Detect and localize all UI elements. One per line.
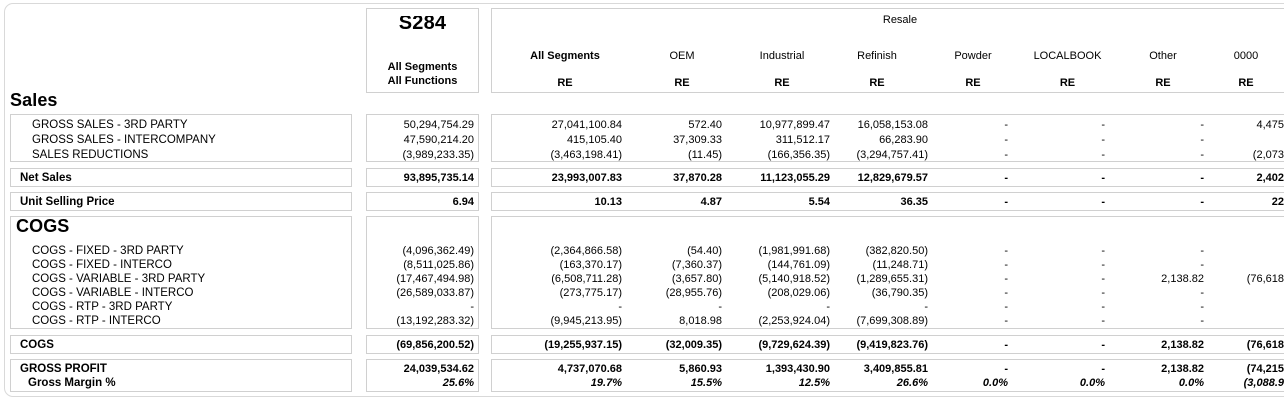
value-unit-selling-price-zero: 22 — [1271, 196, 1284, 208]
value-gross-margin-allseg: 19.7% — [590, 377, 622, 389]
value-cogs-rtp-3rd-localbook: - — [1101, 301, 1105, 313]
value-cogs-var-interco-other: - — [1200, 287, 1204, 299]
value-cogs-var-interco-industrial: (208,029.06) — [767, 287, 830, 299]
value-cogs-var-interco-refinish: (36,790.35) — [871, 287, 928, 299]
value-cogs-total-localbook: - — [1101, 339, 1105, 351]
value-cogs-rtp-3rd-allseg: - — [618, 301, 622, 313]
value-gross-sales-3rd-zero: 4,475 — [1256, 119, 1284, 131]
value-gross-sales-ic-refinish: 66,283.90 — [879, 134, 928, 146]
value-gross-margin-other: 0.0% — [1178, 377, 1204, 389]
row-label-gross-margin: Gross Margin % — [28, 377, 116, 389]
value-cogs-fixed-interco-oem: (7,360.37) — [671, 259, 722, 271]
row-label-cogs-fixed-interco: COGS - FIXED - INTERCO — [32, 259, 172, 271]
value-cogs-var-interco-allseg: (273,775.17) — [559, 287, 622, 299]
value-cogs-rtp-interco-industrial: (2,253,924.04) — [758, 315, 830, 327]
value-cogs-var-interco-oem: (28,955.76) — [665, 287, 722, 299]
value-cogs-var-3rd-allseg: (6,508,711.28) — [551, 273, 622, 285]
value-cogs-rtp-3rd-industrial: - — [826, 301, 830, 313]
measure-header-localbook: RE — [1059, 77, 1076, 89]
value-cogs-rtp-interco-powder: - — [1004, 315, 1008, 327]
value-cogs-var-interco-s284: (26,589,033.87) — [396, 287, 474, 299]
value-net-sales-zero: 2,402 — [1256, 172, 1284, 184]
value-gross-sales-ic-localbook: - — [1101, 134, 1105, 146]
column-header-oem: OEM — [669, 50, 695, 62]
value-sales-reductions-other: - — [1200, 149, 1204, 161]
value-cogs-var-3rd-oem: (3,657.80) — [671, 273, 722, 285]
value-cogs-total-powder: - — [1004, 339, 1008, 351]
row-label-sales-reductions: SALES REDUCTIONS — [32, 149, 149, 161]
value-gross-profit-powder: - — [1004, 363, 1008, 375]
value-cogs-rtp-interco-oem: 8,018.98 — [679, 315, 722, 327]
value-cogs-total-industrial: (9,729,624.39) — [758, 339, 830, 351]
measure-header-other: RE — [1155, 77, 1171, 89]
value-cogs-total-other: 2,138.82 — [1161, 339, 1204, 351]
value-cogs-var-3rd-refinish: (1,289,655.31) — [856, 273, 928, 285]
value-cogs-fixed-interco-localbook: - — [1101, 259, 1105, 271]
value-cogs-fixed-3rd-allseg: (2,364,866.58) — [550, 245, 622, 257]
value-cogs-rtp-3rd-other: - — [1200, 301, 1204, 313]
measure-header-zero: RE — [1238, 77, 1254, 89]
value-cogs-fixed-interco-powder: - — [1004, 259, 1008, 271]
value-unit-selling-price-localbook: - — [1101, 196, 1105, 208]
value-gross-sales-ic-industrial: 311,512.17 — [775, 134, 830, 146]
value-gross-profit-other: 2,138.82 — [1161, 363, 1204, 375]
measure-header-oem: RE — [674, 77, 690, 89]
value-cogs-var-3rd-localbook: - — [1101, 273, 1105, 285]
value-gross-margin-industrial: 12.5% — [798, 377, 830, 389]
value-gross-sales-ic-powder: - — [1004, 134, 1008, 146]
value-cogs-fixed-3rd-industrial: (1,981,991.68) — [758, 245, 830, 257]
value-cogs-total-allseg: (19,255,937.15) — [544, 339, 622, 351]
value-unit-selling-price-powder: - — [1004, 196, 1008, 208]
row-label-cogs-rtp-3rd: COGS - RTP - 3RD PARTY — [32, 301, 173, 313]
value-cogs-var-3rd-s284: (17,467,494.98) — [396, 273, 474, 285]
section-title-cogs: COGS — [16, 219, 70, 233]
value-cogs-fixed-interco-refinish: (11,248.71) — [872, 259, 928, 271]
value-sales-reductions-powder: - — [1004, 149, 1008, 161]
value-unit-selling-price-refinish: 36.35 — [900, 196, 928, 208]
value-gross-margin-localbook: 0.0% — [1079, 377, 1105, 389]
value-gross-sales-3rd-allseg: 27,041,100.84 — [551, 119, 622, 131]
value-sales-reductions-industrial: (166,356.35) — [767, 149, 830, 161]
value-cogs-rtp-3rd-oem: - — [718, 301, 722, 313]
value-gross-sales-3rd-other: - — [1200, 119, 1204, 131]
value-gross-sales-ic-oem: 37,309.33 — [673, 134, 722, 146]
value-cogs-var-3rd-powder: - — [1004, 273, 1008, 285]
value-cogs-var-3rd-other: 2,138.82 — [1161, 273, 1204, 285]
value-net-sales-oem: 37,870.28 — [673, 172, 722, 184]
row-label-gross-profit: GROSS PROFIT — [20, 363, 107, 375]
value-cogs-fixed-3rd-other: - — [1200, 245, 1204, 257]
section-title-sales: Sales — [10, 93, 58, 107]
value-unit-selling-price-other: - — [1200, 196, 1204, 208]
entity-code-label: S284 — [398, 16, 447, 30]
value-cogs-fixed-3rd-powder: - — [1004, 245, 1008, 257]
value-gross-margin-powder: 0.0% — [982, 377, 1008, 389]
value-gross-profit-refinish: 3,409,855.81 — [863, 363, 928, 375]
row-label-cogs-var-interco: COGS - VARIABLE - INTERCO — [32, 287, 194, 299]
column-header-powder: Powder — [954, 50, 992, 62]
value-cogs-rtp-interco-localbook: - — [1101, 315, 1105, 327]
value-cogs-fixed-3rd-oem: (54.40) — [687, 245, 722, 257]
value-cogs-total-oem: (32,009.35) — [665, 339, 722, 351]
value-gross-profit-s284: 24,039,534.62 — [403, 363, 474, 375]
value-gross-sales-3rd-refinish: 16,058,153.08 — [857, 119, 928, 131]
value-gross-sales-3rd-industrial: 10,977,899.47 — [759, 119, 830, 131]
value-cogs-var-3rd-zero: (76,618 — [1246, 273, 1284, 285]
value-cogs-fixed-interco-s284: (8,511,025.86) — [403, 259, 474, 271]
value-net-sales-powder: - — [1004, 172, 1008, 184]
value-gross-margin-s284: 25.6% — [442, 377, 474, 389]
value-cogs-fixed-3rd-s284: (4,096,362.49) — [402, 245, 474, 257]
value-cogs-fixed-3rd-localbook: - — [1101, 245, 1105, 257]
value-cogs-rtp-3rd-refinish: - — [924, 301, 928, 313]
value-gross-sales-ic-other: - — [1200, 134, 1204, 146]
value-cogs-fixed-interco-industrial: (144,761.09) — [767, 259, 830, 271]
row-label-unit-selling-price: Unit Selling Price — [20, 196, 115, 208]
column-header-zero: 0000 — [1233, 50, 1259, 62]
measure-header-industrial: RE — [774, 77, 790, 89]
value-sales-reductions-refinish: (3,294,757.41) — [856, 149, 928, 161]
value-net-sales-s284: 93,895,735.14 — [403, 172, 474, 184]
value-gross-sales-3rd-s284: 50,294,754.29 — [403, 119, 474, 131]
value-cogs-var-interco-powder: - — [1004, 287, 1008, 299]
measure-header-powder: RE — [965, 77, 981, 89]
value-gross-profit-oem: 5,860.93 — [679, 363, 722, 375]
value-cogs-rtp-interco-allseg: (9,945,213.95) — [550, 315, 622, 327]
value-gross-sales-ic-allseg: 415,105.40 — [566, 134, 622, 146]
value-cogs-fixed-interco-other: - — [1200, 259, 1204, 271]
value-gross-profit-industrial: 1,393,430.90 — [765, 363, 830, 375]
value-gross-profit-localbook: - — [1101, 363, 1105, 375]
value-cogs-rtp-interco-other: - — [1200, 315, 1204, 327]
value-net-sales-allseg: 23,993,007.83 — [551, 172, 622, 184]
value-sales-reductions-zero: (2,073 — [1252, 149, 1284, 161]
entity-sub2-label: All Functions — [387, 75, 458, 87]
measure-header-refinish: RE — [869, 77, 885, 89]
value-unit-selling-price-allseg: 10.13 — [594, 196, 622, 208]
value-cogs-fixed-3rd-refinish: (382,820.50) — [865, 245, 928, 257]
row-label-cogs-var-3rd: COGS - VARIABLE - 3RD PARTY — [32, 273, 206, 285]
resale-group-header: Resale — [882, 14, 918, 26]
column-header-localbook: LOCALBOOK — [1033, 50, 1102, 62]
column-header-allseg: All Segments — [530, 50, 600, 62]
value-gross-sales-3rd-powder: - — [1004, 119, 1008, 131]
row-label-net-sales: Net Sales — [20, 172, 72, 184]
value-unit-selling-price-s284: 6.94 — [452, 196, 474, 208]
value-gross-profit-allseg: 4,737,070.68 — [557, 363, 622, 375]
value-cogs-rtp-3rd-powder: - — [1004, 301, 1008, 313]
value-net-sales-other: - — [1200, 172, 1204, 184]
value-cogs-total-zero: (76,618 — [1246, 339, 1284, 351]
value-unit-selling-price-oem: 4.87 — [700, 196, 722, 208]
value-sales-reductions-oem: (11.45) — [687, 149, 722, 161]
value-gross-sales-3rd-localbook: - — [1101, 119, 1105, 131]
value-gross-sales-ic-s284: 47,590,214.20 — [403, 134, 474, 146]
value-cogs-rtp-3rd-s284: - — [470, 301, 474, 313]
value-cogs-var-interco-localbook: - — [1101, 287, 1105, 299]
row-label-gross-sales-3rd: GROSS SALES - 3RD PARTY — [32, 119, 188, 131]
value-sales-reductions-s284: (3,989,233.35) — [402, 149, 474, 161]
value-net-sales-refinish: 12,829,679.57 — [857, 172, 928, 184]
value-unit-selling-price-industrial: 5.54 — [808, 196, 830, 208]
measure-header-allseg: RE — [557, 77, 573, 89]
value-gross-profit-zero: (74,215 — [1246, 363, 1284, 375]
value-gross-margin-refinish: 26.6% — [896, 377, 928, 389]
value-cogs-rtp-interco-s284: (13,192,283.32) — [396, 315, 474, 327]
value-gross-sales-3rd-oem: 572.40 — [688, 119, 722, 131]
value-cogs-var-3rd-industrial: (5,140,918.52) — [758, 273, 830, 285]
value-net-sales-industrial: 11,123,055.29 — [760, 172, 830, 184]
value-cogs-rtp-interco-refinish: (7,699,308.89) — [856, 315, 928, 327]
row-label-gross-sales-ic: GROSS SALES - INTERCOMPANY — [32, 134, 216, 146]
value-sales-reductions-localbook: - — [1101, 149, 1105, 161]
column-header-industrial: Industrial — [759, 50, 805, 62]
row-label-cogs-fixed-3rd: COGS - FIXED - 3RD PARTY — [32, 245, 184, 257]
row-label-cogs-rtp-interco: COGS - RTP - INTERCO — [32, 315, 161, 327]
value-sales-reductions-allseg: (3,463,198.41) — [550, 149, 622, 161]
column-header-refinish: Refinish — [857, 50, 897, 62]
entity-sub1-label: All Segments — [387, 61, 458, 73]
value-net-sales-localbook: - — [1101, 172, 1105, 184]
value-gross-margin-oem: 15.5% — [690, 377, 722, 389]
row-label-cogs-total: COGS — [20, 339, 54, 351]
column-header-other: Other — [1149, 50, 1177, 62]
value-gross-margin-zero: (3,088.9 — [1243, 377, 1284, 389]
value-cogs-fixed-interco-allseg: (163,370.17) — [559, 259, 622, 271]
value-cogs-total-refinish: (9,419,823.76) — [856, 339, 928, 351]
value-cogs-total-s284: (69,856,200.52) — [396, 339, 474, 351]
